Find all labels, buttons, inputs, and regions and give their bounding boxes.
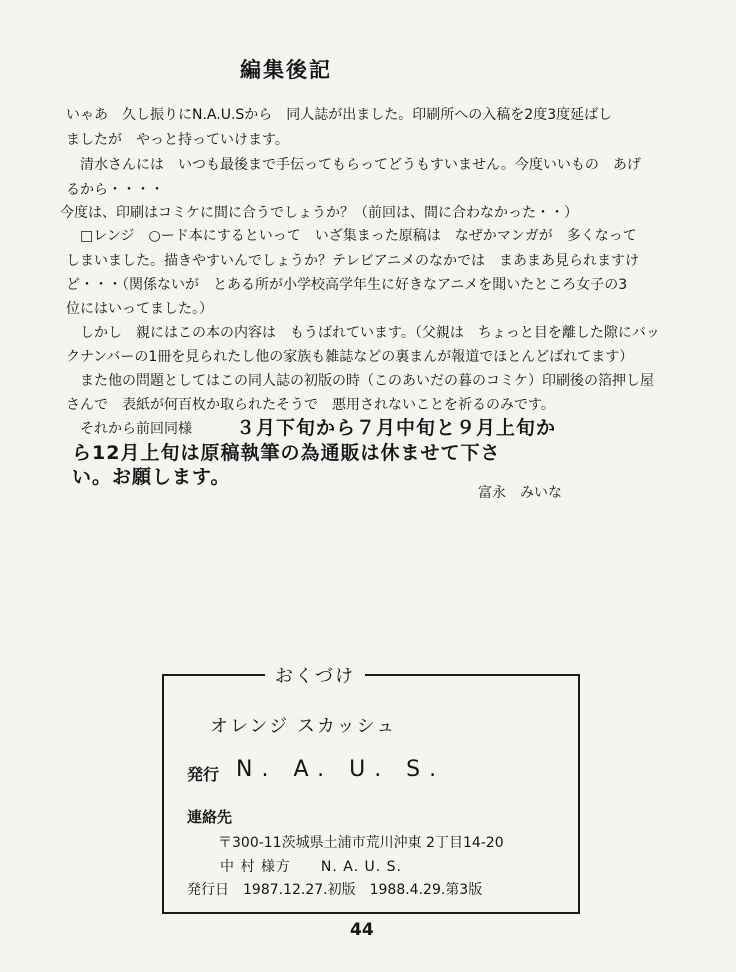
contact-label: 連絡先 [187, 808, 233, 826]
notice-line: い。お願します。 [72, 466, 231, 488]
notice-intro: それから前回同様 [66, 421, 192, 437]
body-line: 位にはいってました。） [66, 301, 213, 317]
body-line: クナンバーの1冊を見られたし他の家族も雑誌などの裏まんが報道でほとんどばれてます） [66, 349, 634, 365]
colophon-heading: おくづけ [265, 662, 365, 688]
body-line: るから・・・・ [66, 182, 164, 198]
author-signature: 富永 みいな [478, 485, 562, 501]
body-line: さんで 表紙が何百枚か取られたそうで 悪用されないことを祈るのみです。 [66, 397, 555, 413]
notice-line: ら12月上旬は原稿執筆の為通販は休ませて下さ [72, 442, 501, 464]
publication-dates: 発行日 1987.12.27.初版 1988.4.29.第3版 [187, 882, 483, 898]
body-line: ましたが やっと持っていけます。 [66, 132, 289, 148]
publisher-name: N. A. U. S. [236, 757, 446, 782]
notice-line: ３月下旬から７月中旬と９月上旬か [236, 417, 557, 439]
body-line: いゃあ 久し振りにN.A.U.Sから 同人誌が出ました。印刷所への入稿を2度3度延ばし [66, 107, 613, 123]
publisher-label: 発行 [187, 765, 220, 784]
body-line: 清水さんには いつも最後まで手伝ってもらってどうもすいません。今度いいもの あげ [66, 157, 641, 173]
body-line: しかし 親にはこの本の内容は もうばれています。（父親は ちょっと目を離した隙にバッ [66, 325, 660, 341]
body-line: しまいました。描きやすいんでしょうか？テレビアニメのなかでは まあまあ見られますけ [66, 253, 640, 269]
body-line: ど・・・（関係ないが とある所が小学校高学年生に好きなアニメを聞いたところ女子の3 [66, 277, 628, 293]
contact-address: 〒300-11茨城県土浦市荒川沖東 2丁目14-20 [218, 835, 504, 851]
book-title: オレンジ スカッシュ [210, 716, 397, 737]
contact-care-of: 中 村 様方 N. A. U. S. [220, 859, 402, 875]
body-line: 今度は、印刷はコミケに間に合うでしょうか？（前回は、間に合わなかった・・） [60, 205, 578, 221]
body-line: □レンジ ○ード本にするといって いざ集まった原稿は なぜかマンガが 多くなって [66, 228, 637, 244]
colophon-box [162, 674, 580, 914]
body-line: また他の問題としてはこの同人誌の初版の時（このあいだの暮のコミケ）印刷後の箔押し屋 [66, 373, 654, 389]
page-title: 編集後記 [240, 58, 332, 82]
page-number: 44 [350, 920, 374, 940]
